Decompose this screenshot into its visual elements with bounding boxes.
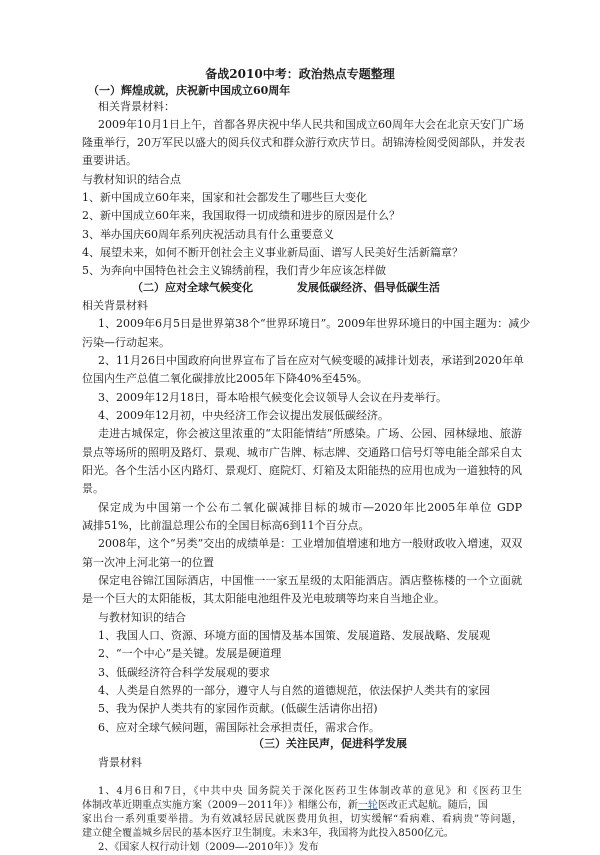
section-2-heading-right: 发展低碳经济、倡导低碳生活 (296, 281, 440, 294)
sec3-paragraph-line: 2、《国家人权行动计划（2009—-2010年）》发布 (98, 842, 319, 853)
sec2-list-item: 5、我为保护人类共有的家园作贡献。(低碳生活请你出招) (98, 702, 378, 715)
sec2-paragraph-line: 阳光。各个生活小区内路灯、景观灯、庭院灯、灯箱及太阳能热的应用也成为一道独特的风 (82, 464, 522, 477)
sec3-text: 医改正式起航。随后，国 (377, 800, 488, 811)
sec2-paragraph-line: 位国内生产总值二氧化碳排放比2005年下降40%至45%。 (82, 372, 368, 385)
document-title: 备战2010中考：政治热点专题整理 (205, 67, 395, 81)
sec1-background-label: 相关背景材料： (98, 100, 175, 113)
sec3-text: 体制改革近期重点实施方案（2009－2011年）》相继公布，新 (82, 800, 358, 811)
sec3-background-label: 背景材料 (98, 756, 142, 769)
sec2-paragraph-line: 景。 (82, 482, 104, 495)
sec1-list-item: 1、新中国成立60年来，国家和社会都发生了哪些巨大变化 (82, 191, 367, 204)
sec2-paragraph-line: 保定电谷锦江国际酒店，中国惟一一家五星级的太阳能酒店。酒店整栋楼的一个立面就 (98, 574, 522, 587)
sec3-paragraph-line: 1、4月6日和7日，《中共中央 国务院关于深化医药卫生体制改革的意见》和《医药卫生 (98, 786, 522, 797)
sec3-paragraph-line (82, 799, 522, 813)
sec2-paragraph-line: 3、2009年12月18日，哥本哈根气候变化会议领导人会议在丹麦举行。 (98, 391, 447, 404)
sec2-paragraph-line: 是一个巨大的太阳能板，其太阳能电池组件及光电玻璃等均来自当地企业。 (82, 592, 445, 605)
sec2-paragraph-line: 污染—行动起来。 (82, 336, 170, 349)
section-3-heading: （三）关注民声，促进科学发展 (253, 737, 407, 750)
sec1-link-label: 与教材知识的结合点 (82, 173, 181, 186)
sec2-list-item: 2、“一个中心”是关键。发展是硬道理 (98, 647, 282, 660)
sec2-paragraph-line: 2008年，这个“另类”交出的成绩单是：工业增加值增速和地方一般财政收入增速，双双 (98, 537, 523, 550)
sec2-paragraph-line: 保定成为中国第一个公布二氧化碳减排目标的城市—2020年比2005年单位 GDP (98, 501, 522, 514)
sec3-paragraph-line: 建立健全覆盖城乡居民的基本医疗卫生制度。未来3年，我国将为此投入8500亿元。 (82, 828, 454, 839)
sec2-paragraph-line: 景点等场所的照明及路灯、景观、城市广告牌、标志牌、交通路口信号灯等电能全部采自太 (82, 446, 522, 459)
sec2-paragraph-line: 1、2009年6月5日是世界第38个“世界环境日”。2009年世界环境日的中国主题为：减少 (98, 317, 531, 330)
sec1-list-item: 2、新中国成立60年来，我国取得一切成绩和进步的原因是什么？ (82, 209, 400, 222)
sec2-list-item: 6、应对全球气候问题，需国际社会承担责任，需求合作。 (98, 721, 380, 734)
sec1-list-item: 4、展望未来，如何不断开创社会主义事业新局面、谱写人民美好生活新篇章？ (82, 246, 463, 259)
sec2-background-label: 相关背景材料 (82, 299, 148, 312)
sec1-paragraph-line: 重要讲话。 (82, 154, 137, 167)
sec2-list-item: 3、低碳经济符合科学发展观的要求 (98, 666, 270, 679)
sec2-paragraph-line: 走进古城保定，你会被这里浓重的“太阳能情结”所感染。广场、公园、园林绿地、旅游 (98, 427, 522, 440)
sec1-paragraph-line: 2009年10月1日上午，首都各界庆祝中华人民共和国成立60周年大会在北京天安门广场 (98, 118, 524, 131)
section-1-heading: （一）辉煌成就，庆祝新中国成立60周年 (88, 84, 291, 97)
section-2-heading-left: （二）应对全球气候变化 (132, 281, 253, 294)
sec1-paragraph-line: 隆重举行，20万军民以盛大的阅兵仪式和群众游行欢庆节日。胡锦涛检阅受阅部队，并发表 (82, 136, 525, 149)
sec2-paragraph-line: 减排51%，比前温总理公布的全国目标高6到11个百分点。 (82, 519, 370, 532)
sec2-link-label: 与教材知识的结合 (98, 611, 186, 624)
sec1-list-item: 3、举办国庆60周年系列庆祝活动具有什么重要意义 (82, 228, 334, 241)
sec1-list-item: 5、为奔向中国特色社会主义锦绣前程，我们青少年应该怎样做 (82, 264, 386, 277)
sec3-paragraph-line: 家出台一系列重要举措。为有效减轻居民就医费用负担，切实缓解“看病难、看病贵”等问题， (82, 814, 522, 825)
sec2-list-item: 1、我国人口、资源、环境方面的国情及基本国策、发展道路、发展战略、发展观 (98, 629, 490, 642)
yilun-link[interactable]: 一轮 (357, 800, 378, 811)
sec2-paragraph-line: 4、2009年12月初，中央经济工作会议提出发展低碳经济。 (98, 409, 389, 422)
section-2-heading (132, 279, 532, 297)
sec2-paragraph-line: 2、11月26日中国政府向世界宣布了旨在应对气候变暖的减排计划表，承诺到2020年单 (98, 354, 524, 367)
sec2-paragraph-line: 第一次冲上河北第一的位置 (82, 556, 214, 569)
sec2-list-item: 4、人类是自然界的一部分，遵守人与自然的道德规范，依法保护人类共有的家园 (98, 684, 490, 697)
